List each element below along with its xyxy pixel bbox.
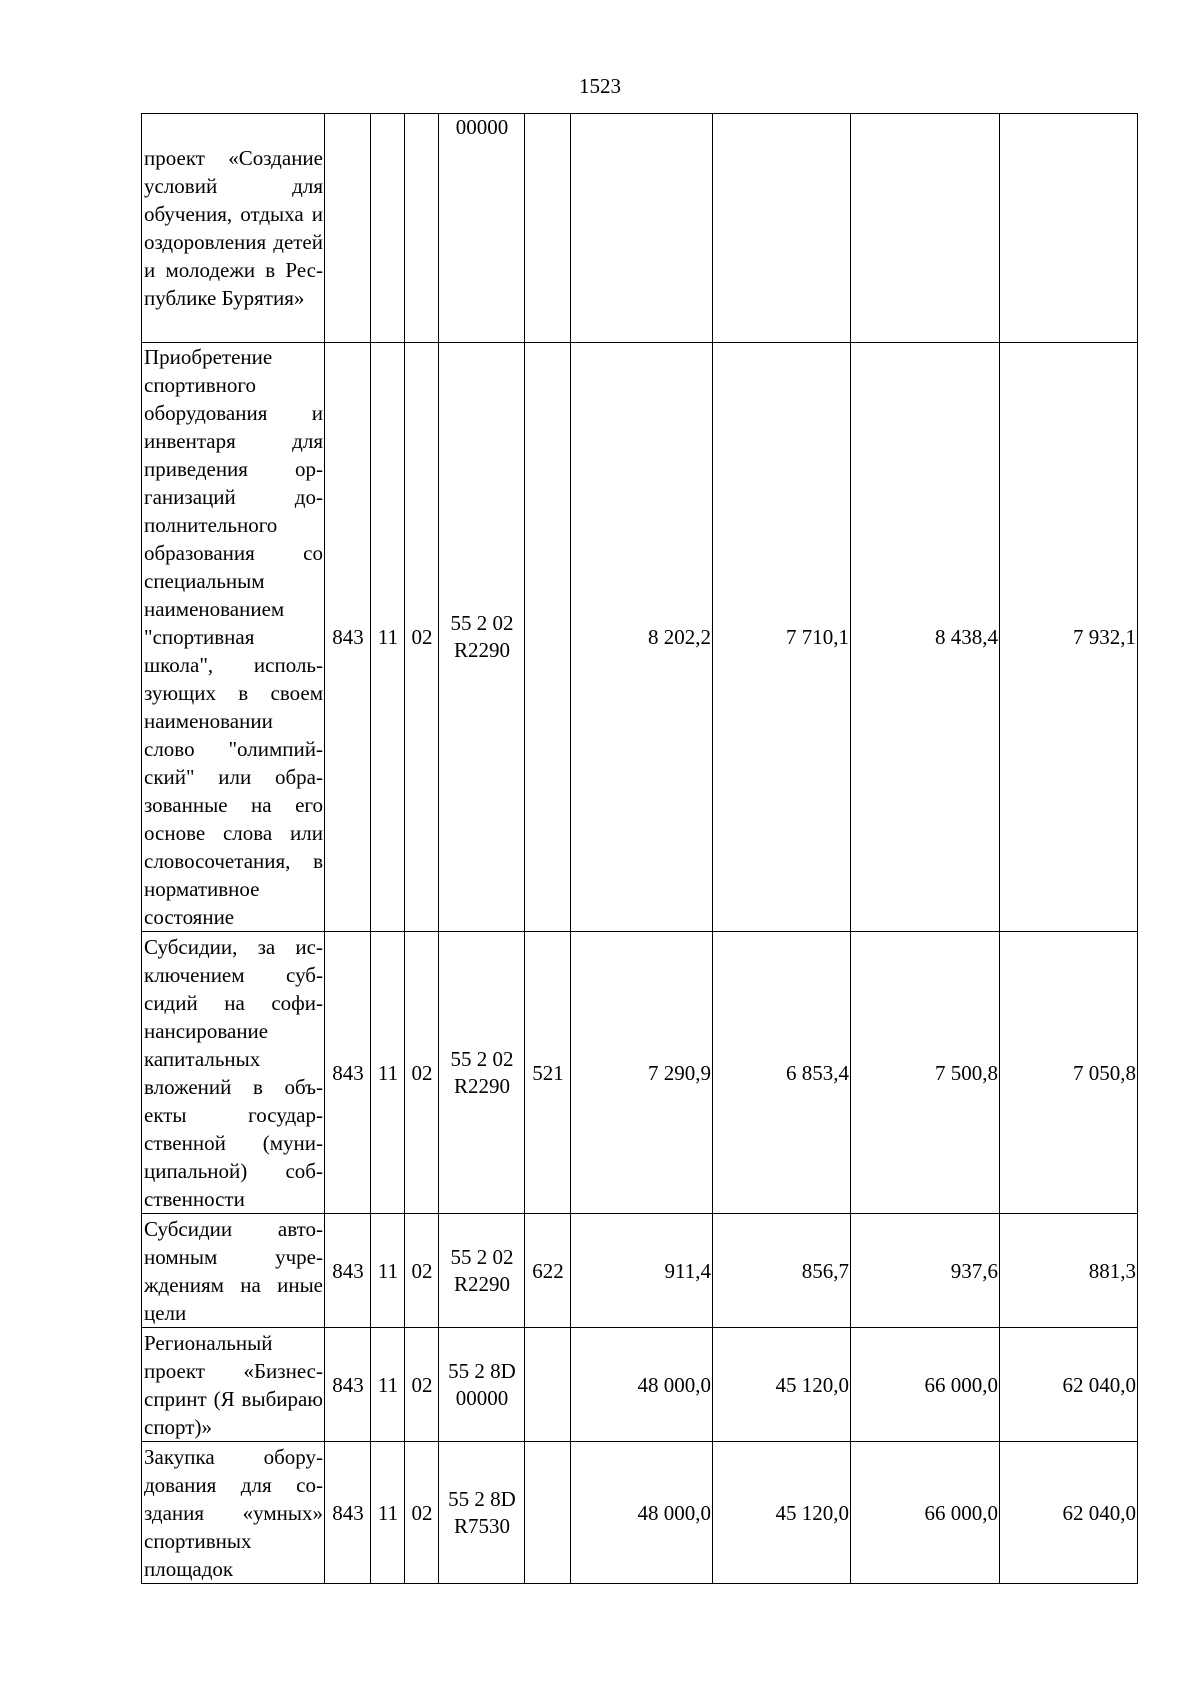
csr-code-line: 55 2 8D [448,1486,516,1511]
rz-code: 11 [371,1214,405,1328]
amount-col-3: 8 438,4 [851,343,1000,932]
pr-code: 02 [405,1328,439,1442]
amount-col-2 [713,114,851,343]
amount-col-3 [851,114,1000,343]
amount-col-3: 66 000,0 [851,1328,1000,1442]
rz-code: 11 [371,932,405,1214]
csr-code-line: 55 2 02 [450,611,514,635]
rz-code: 11 [371,343,405,932]
csr-code [439,1328,525,1442]
csr-code-line: R2290 [453,638,510,662]
row-name: Региональный проект «Бизнес-спринт (Я выбираю спорт)» [142,1328,325,1442]
csr-code-line: R7530 [453,1513,510,1538]
csr-code-line: 55 2 8D [448,1358,516,1383]
row-name: Субсидии автономным учреждениям на иные цели [142,1214,325,1328]
csr-code [439,932,525,1214]
amount-col-2: 856,7 [713,1214,851,1328]
pr-code: 02 [405,343,439,932]
csr-code-line: 55 2 02 [450,1244,514,1269]
table-row [142,1214,1138,1328]
pr-code: 02 [405,1214,439,1328]
row-name: Приобретение спортивного оборудования и инвентаря для приведения организаций дополнительного образования со специальным наименованием "спортивная школа", использующих в своем наименовании слово "олимпийский" или образованные на его основе слова или словосочетания, в нормативное состояние [142,343,325,932]
rz-code [371,114,405,343]
csr-code-line: 55 2 02 [450,1046,514,1071]
row-name: Закупка оборудования для создания «умных» спортивных площадок [142,1442,325,1584]
table-row [142,343,1138,932]
table-row [142,1328,1138,1442]
pr-code: 02 [405,932,439,1214]
amount-col-2: 45 120,0 [713,1442,851,1584]
amount-col-4: 7 932,1 [1000,343,1138,932]
vr-code [525,1442,571,1584]
csr-code-line: R2290 [453,1271,510,1296]
amount-col-4 [1000,114,1138,343]
csr-code [439,114,525,343]
vr-code [525,1328,571,1442]
budget-table [141,113,1138,1584]
csr-code [439,343,525,932]
vr-code [525,114,571,343]
amount-col-3: 66 000,0 [851,1442,1000,1584]
vr-code [525,343,571,932]
amount-col-1: 7 290,9 [571,932,713,1214]
amount-col-4: 7 050,8 [1000,932,1138,1214]
amount-col-4: 881,3 [1000,1214,1138,1328]
csr-code-line: R2290 [453,1073,510,1098]
pr-code: 02 [405,1442,439,1584]
vr-code: 622 [525,1214,571,1328]
amount-col-1: 911,4 [571,1214,713,1328]
csr-code [439,1442,525,1584]
grbs-code: 843 [325,1214,371,1328]
amount-col-1: 48 000,0 [571,1328,713,1442]
page-number: 1523 [579,74,621,98]
amount-col-4: 62 040,0 [1000,1328,1138,1442]
vr-code: 521 [525,932,571,1214]
grbs-code: 843 [325,1328,371,1442]
amount-col-1: 48 000,0 [571,1442,713,1584]
table-row [142,932,1138,1214]
row-name: Субсидии, за исключением субсидий на софинансирование капитальных вложений в объекты государственной (муниципальной) собственности [142,932,325,1214]
rz-code: 11 [371,1328,405,1442]
amount-col-2: 45 120,0 [713,1328,851,1442]
pr-code [405,114,439,343]
grbs-code: 843 [325,1442,371,1584]
amount-col-2: 7 710,1 [713,343,851,932]
table-row [142,1442,1138,1584]
grbs-code: 843 [325,343,371,932]
csr-code-line: 00000 [455,115,509,139]
grbs-code: 843 [325,932,371,1214]
amount-col-2: 6 853,4 [713,932,851,1214]
csr-code [439,1214,525,1328]
amount-col-3: 7 500,8 [851,932,1000,1214]
amount-col-3: 937,6 [851,1214,1000,1328]
csr-code-line: 00000 [455,1385,509,1410]
amount-col-1 [571,114,713,343]
amount-col-4: 62 040,0 [1000,1442,1138,1584]
rz-code: 11 [371,1442,405,1584]
grbs-code [325,114,371,343]
table-row [142,114,1138,343]
amount-col-1: 8 202,2 [571,343,713,932]
row-name: проект «Создание условий для обучения, отдыха и оздоровления детей и молодежи в Республике Бурятия» [142,114,325,343]
